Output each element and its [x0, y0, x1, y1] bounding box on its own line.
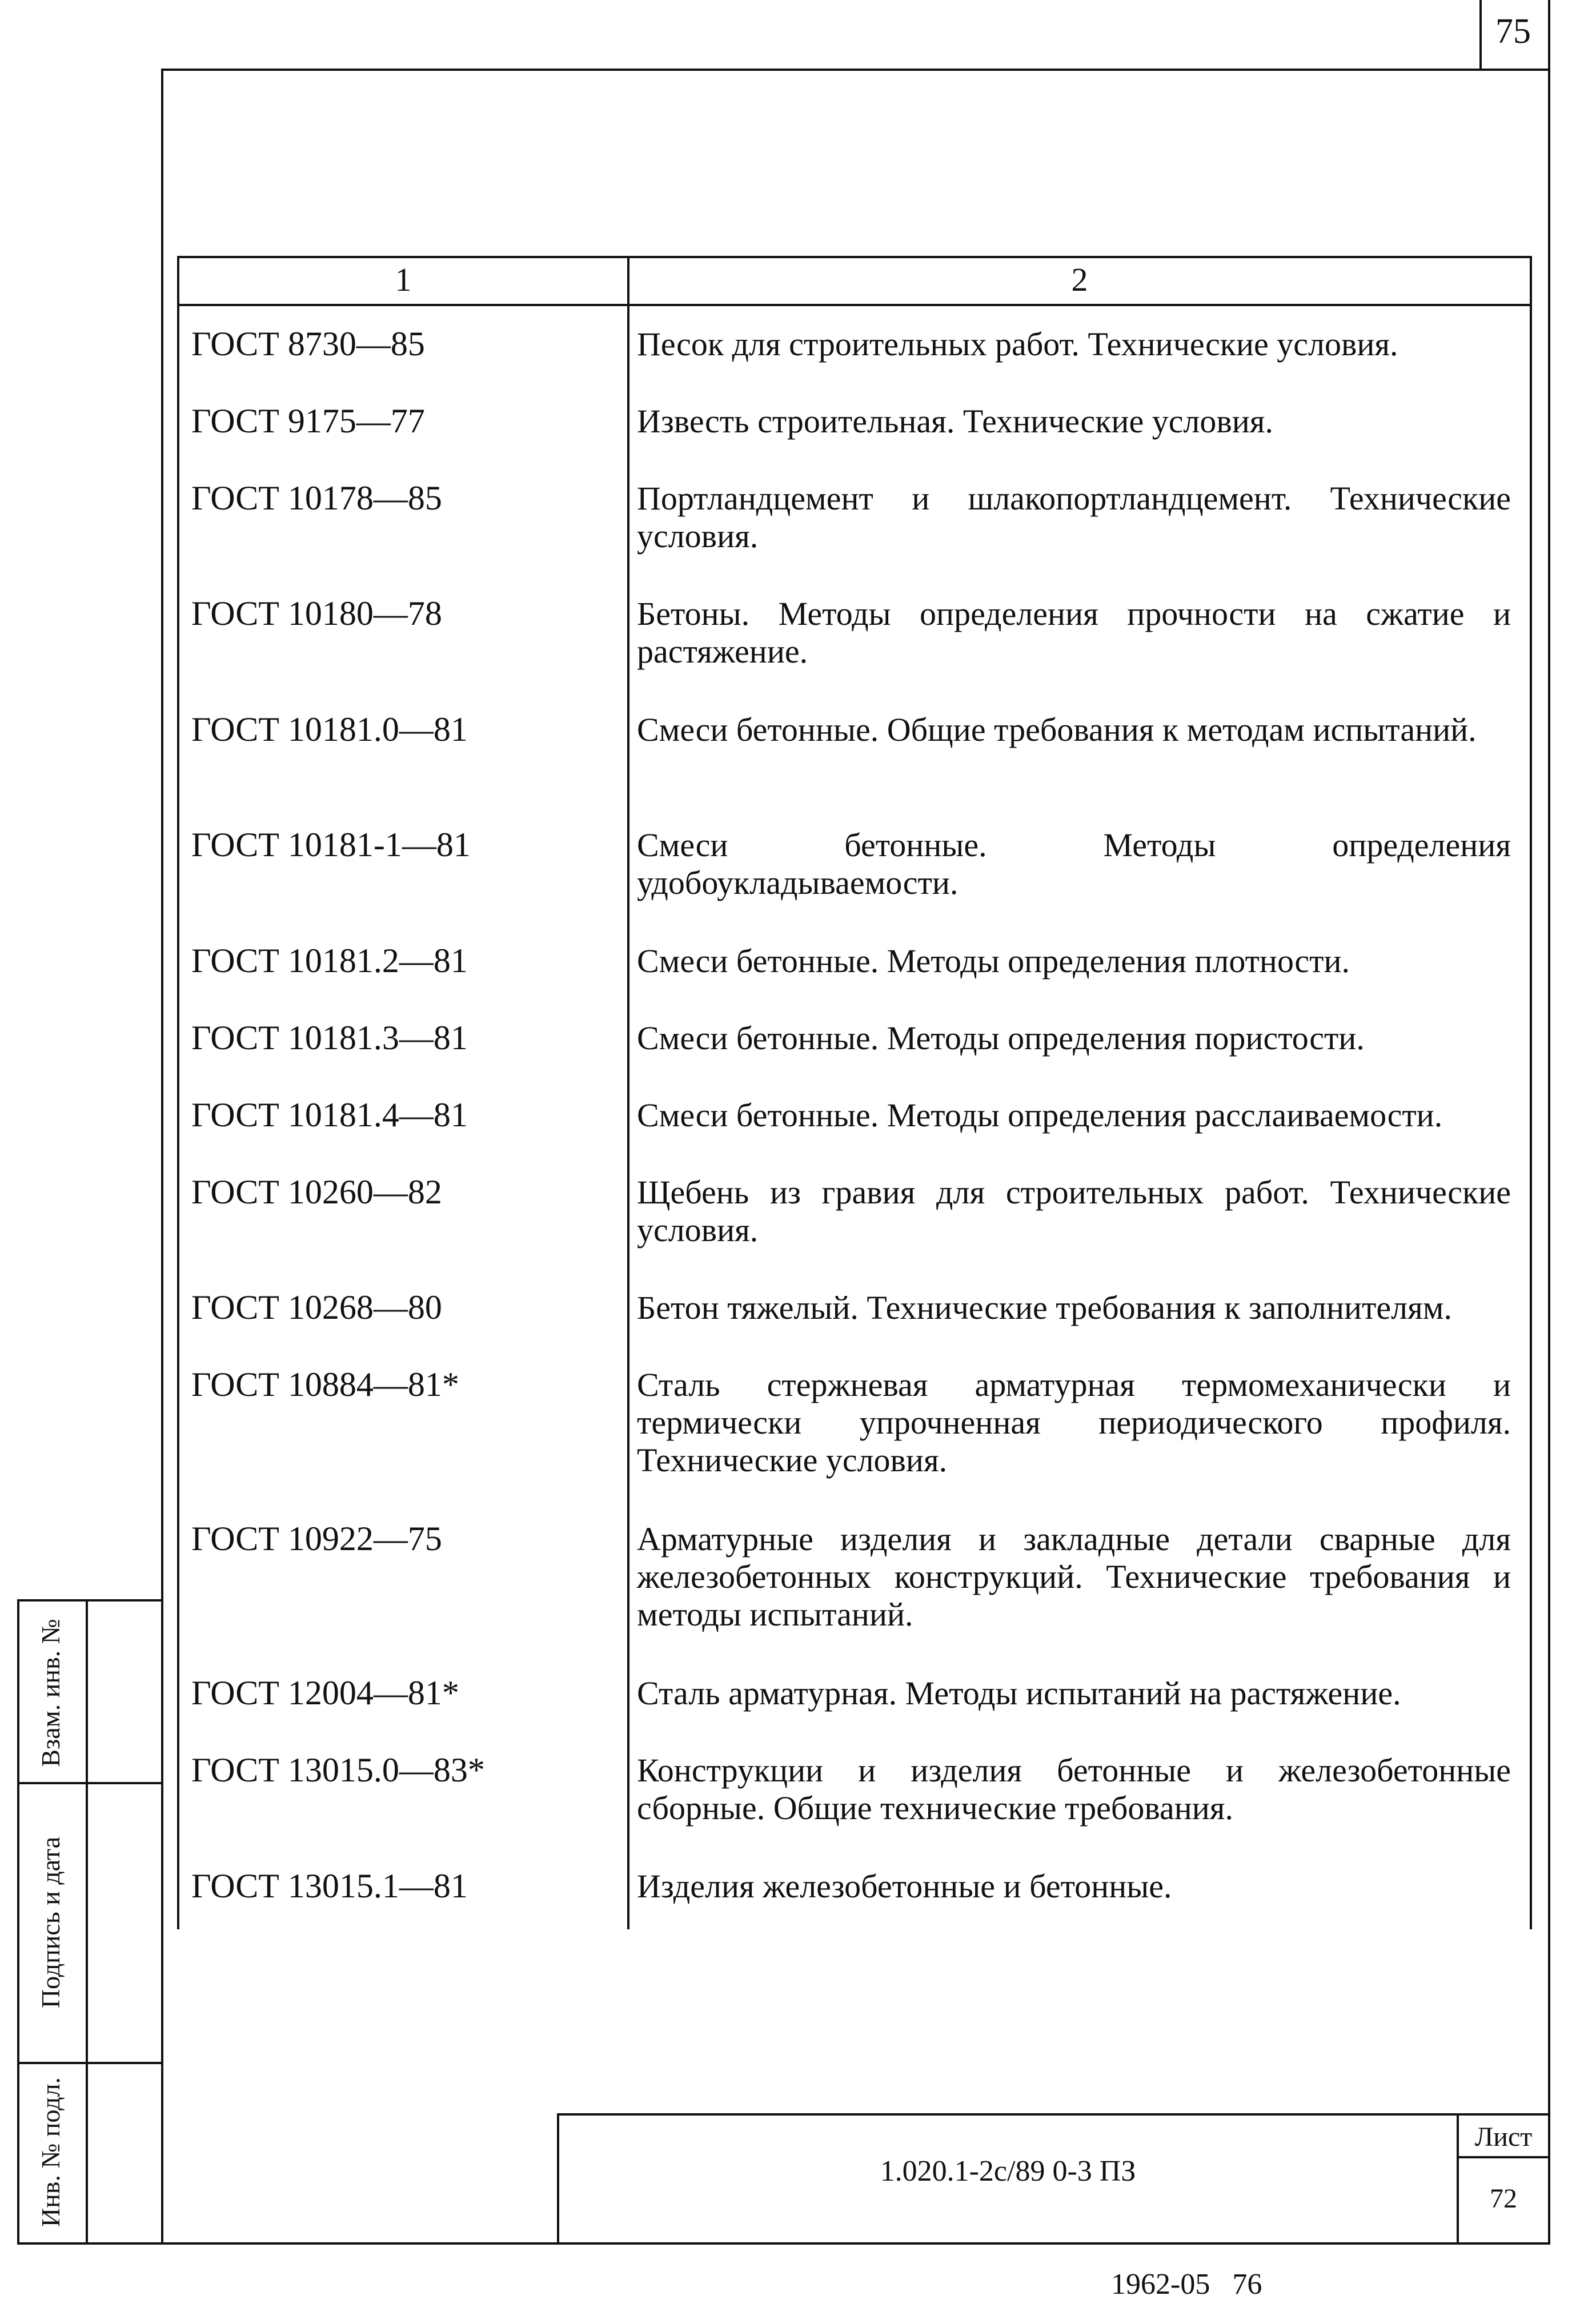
gost-description: Смеси бетонные. Методы определения удобоукладываемости.: [637, 826, 1511, 901]
gost-code: ГОСТ 8730—85: [191, 325, 425, 363]
frame-left: [161, 69, 163, 2245]
title-block-top: [557, 2113, 1550, 2116]
gost-description: Сталь арматурная. Методы испытаний на растяжение.: [637, 1675, 1401, 1712]
sheet-number: 72: [1490, 2183, 1517, 2214]
frame-top: [161, 69, 1549, 71]
document-code: 1.020.1-2с/89 0-3 ПЗ: [880, 2155, 1136, 2187]
table-header-divider: [177, 304, 1531, 306]
page-number: 75: [1495, 12, 1531, 51]
table-header-col-2: 2: [1071, 261, 1088, 298]
gost-description: Арматурные изделия и закладные детали сварные для железобетонных конструкций. Технические требования и методы испытаний.: [637, 1520, 1511, 1633]
gost-description: Песок для строительных работ. Технические условия.: [637, 326, 1398, 363]
gost-description: Бетон тяжелый. Технические требования к заполнителям.: [637, 1289, 1452, 1326]
table-column-divider: [627, 256, 629, 1929]
table-right-border: [1530, 256, 1532, 1929]
gost-description: Портландцемент и шлакопортландцемент. Технические условия.: [637, 480, 1511, 555]
gost-description: Смеси бетонные. Методы определения расслаиваемости.: [637, 1097, 1443, 1134]
table-top-border: [177, 256, 1531, 258]
gost-code: ГОСТ 10181.2—81: [191, 942, 468, 980]
page-number-box-left: [1479, 0, 1482, 70]
gost-description: Щебень из гравия для строительных работ. Технические условия.: [637, 1174, 1511, 1249]
gost-code: ГОСТ 10178—85: [191, 479, 442, 517]
gost-code: ГОСТ 13015.0—83*: [191, 1751, 485, 1789]
gost-code: ГОСТ 10181.4—81: [191, 1096, 468, 1134]
sheet-label: Лист: [1474, 2122, 1533, 2152]
gost-description: Смеси бетонные. Общие требования к методам испытаний.: [637, 711, 1477, 748]
gost-code: ГОСТ 10181-1—81: [191, 826, 471, 864]
gost-description: Известь строительная. Технические условия.: [637, 403, 1273, 440]
podpis-data-label: Подпись и дата: [36, 1836, 65, 2009]
gost-code: ГОСТ 10268—80: [191, 1289, 442, 1326]
gost-description: Смеси бетонные. Методы определения пористости.: [637, 1019, 1365, 1057]
sheet-label-divider: [1457, 2156, 1550, 2158]
side-stamp-divider: [86, 1599, 88, 2245]
gost-code: ГОСТ 10922—75: [191, 1520, 442, 1558]
gost-description: Сталь стержневая арматурная термомеханически и термически упрочненная периодического профиля. Технические условия.: [637, 1366, 1511, 1479]
gost-code: ГОСТ 10181.0—81: [191, 711, 468, 748]
gost-code: ГОСТ 13015.1—81: [191, 1867, 468, 1905]
gost-code: ГОСТ 10181.3—81: [191, 1019, 468, 1057]
footer-text: 1962-05 76: [1111, 2268, 1262, 2301]
gost-code: ГОСТ 10260—82: [191, 1173, 442, 1211]
gost-code: ГОСТ 12004—81*: [191, 1674, 459, 1712]
vzam-inv-label: Взам. инв. №: [36, 1619, 65, 1767]
gost-code: ГОСТ 9175—77: [191, 402, 425, 440]
frame-bottom: [17, 2242, 1550, 2245]
gost-code: ГОСТ 10180—78: [191, 595, 442, 632]
frame-right: [1548, 0, 1550, 2245]
inv-podl-label: Инв. № подл.: [36, 2077, 65, 2227]
gost-description: Изделия железобетонные и бетонные.: [637, 1868, 1172, 1905]
gost-description: Конструкции и изделия бетонные и железобетонные сборные. Общие технические требования.: [637, 1752, 1511, 1827]
table-header-col-1: 1: [395, 261, 412, 298]
gost-code: ГОСТ 10884—81*: [191, 1366, 459, 1403]
gost-description: Смеси бетонные. Методы определения плотности.: [637, 942, 1350, 980]
gost-description: Бетоны. Методы определения прочности на сжатие и растяжение.: [637, 595, 1511, 670]
table-left-border: [177, 256, 179, 1929]
side-stamp-left: [17, 1599, 19, 2245]
